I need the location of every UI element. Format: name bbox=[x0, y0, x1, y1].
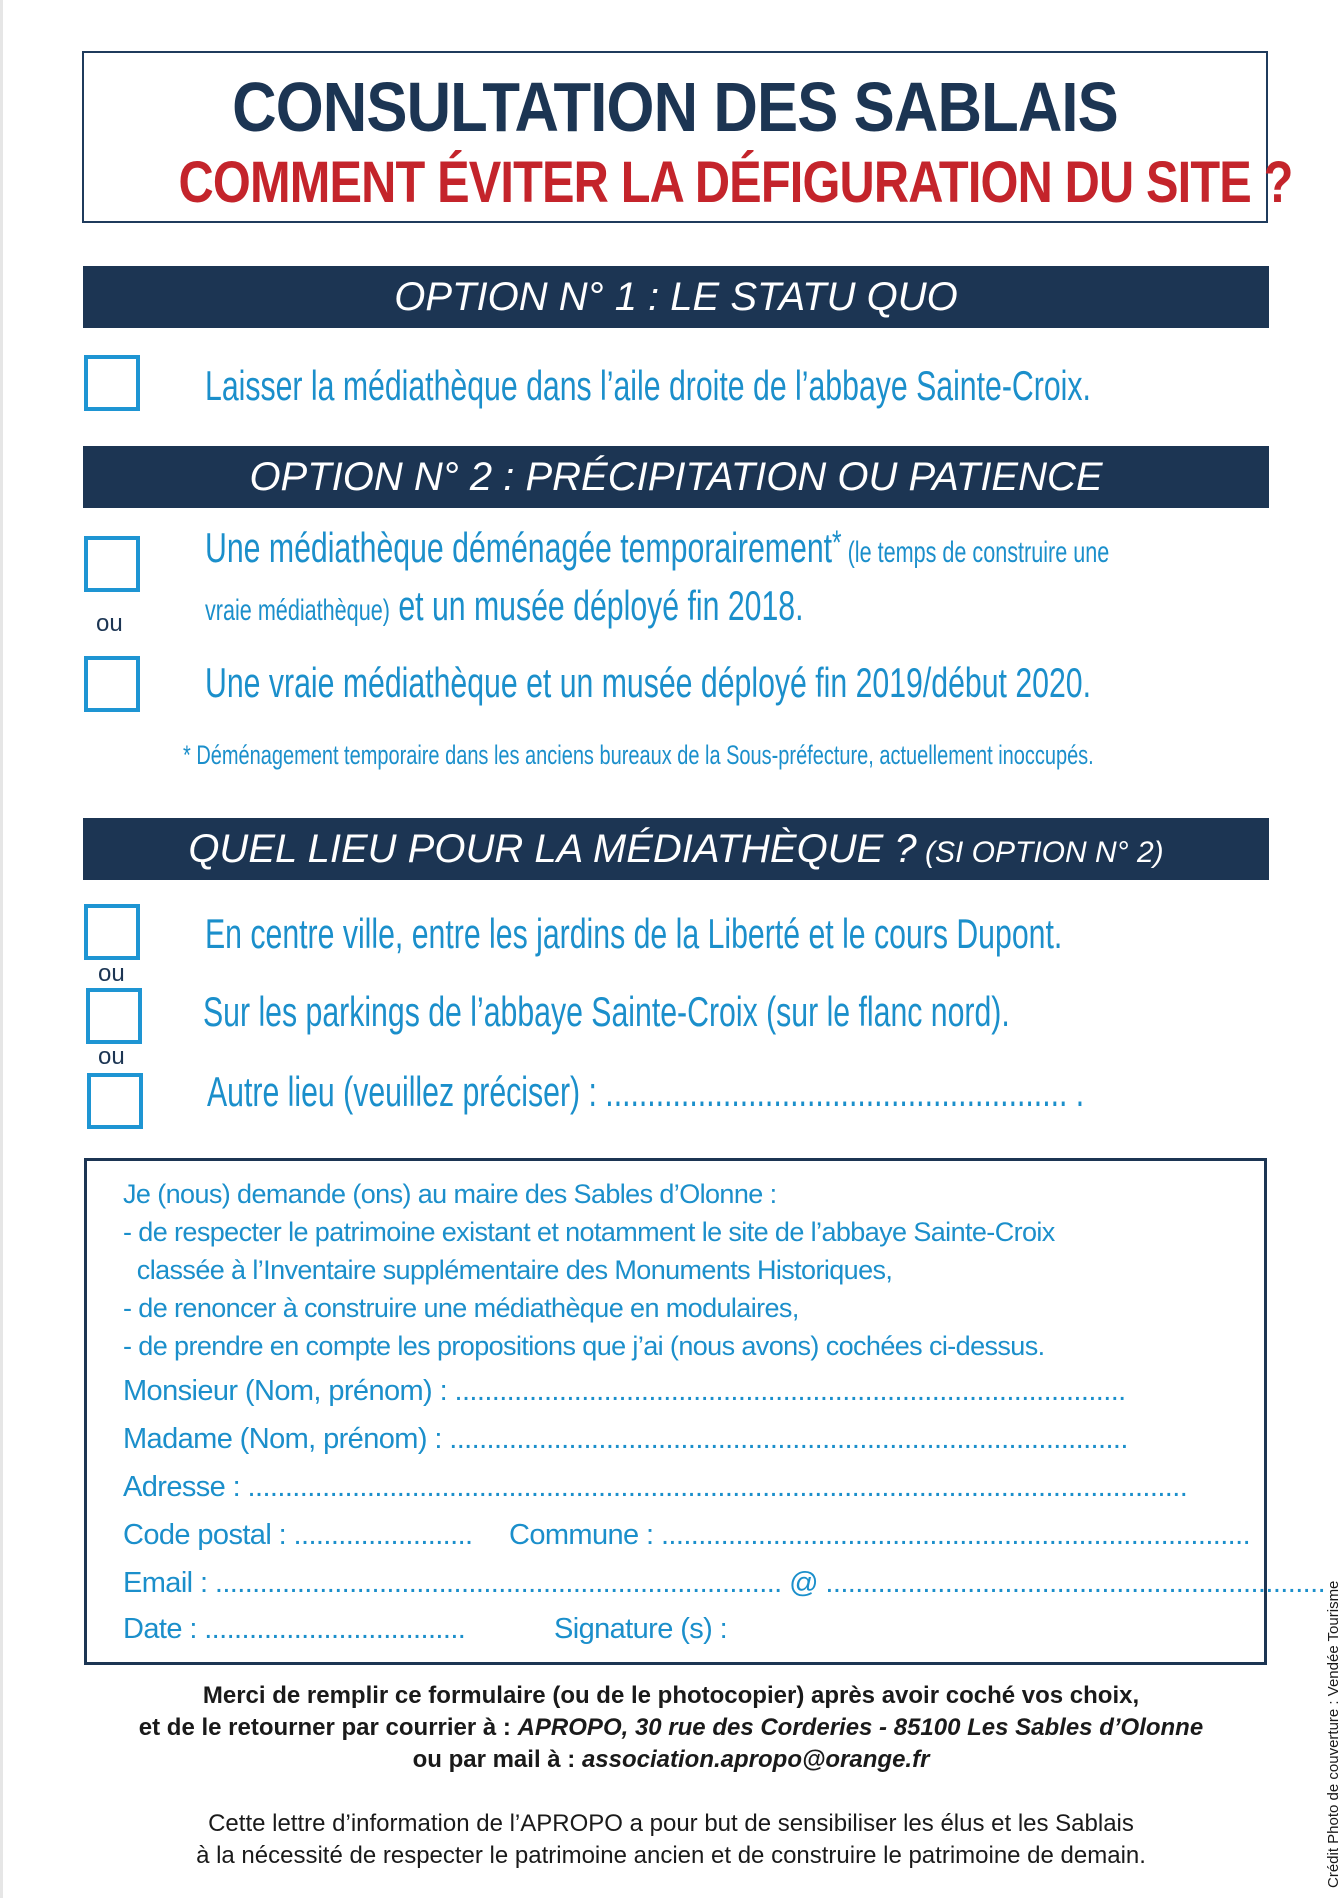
location-heading-small: (SI OPTION N° 2) bbox=[916, 836, 1164, 869]
form-request-3: - de prendre en compte les propositions que j’ai (nous avons) cochées ci-dessus. bbox=[123, 1331, 1045, 1361]
date-field[interactable]: Date : ................................... bbox=[123, 1613, 466, 1645]
location-choice2-label: Sur les parkings de l’abbaye Sainte-Croix (sur le flanc nord). bbox=[203, 988, 1010, 1035]
or-label: ou bbox=[98, 960, 125, 987]
option1-heading: OPTION N° 1 : LE STATU QUO bbox=[83, 266, 1269, 328]
at-sign: @ bbox=[789, 1567, 818, 1599]
email-local-part: Email : ............................................................................ bbox=[123, 1567, 782, 1599]
postal-address: APROPO, 30 rue des Corderies - 85100 Les Sables d’Olonne bbox=[517, 1714, 1204, 1741]
address-field[interactable]: Adresse : .............................................................................................................................. bbox=[123, 1471, 1188, 1503]
location-choice2-checkbox[interactable] bbox=[86, 988, 142, 1044]
footer-about-1: Cette lettre d’information de l’APROPO a pour but de sensibiliser les élus et les Sablais bbox=[208, 1810, 1134, 1837]
location-choice3-checkbox[interactable] bbox=[87, 1073, 143, 1129]
title-box bbox=[82, 51, 1293, 223]
option2-choice2-label: Une vraie médiathèque et un musée déployé fin 2019/début 2020. bbox=[205, 659, 1092, 706]
page-title: CONSULTATION DES SABLAIS bbox=[232, 68, 1118, 146]
location-choice3-label: Autre lieu (veuillez préciser) : ....................................................... . bbox=[207, 1068, 1085, 1115]
form-request-1a: - de respecter le patrimoine existant et notamment le site de l’abbaye Sainte-Croix bbox=[123, 1217, 1055, 1247]
footer-instruction-1: Merci de remplir ce formulaire (ou de le photocopier) après avoir coché vos choix, bbox=[202, 1682, 1140, 1709]
footer-mail-prefix: et de le retourner par courrier à : bbox=[138, 1714, 518, 1741]
location-choice1-checkbox[interactable] bbox=[84, 904, 140, 960]
option1-label: Laisser la médiathèque dans l’aile droite de l’abbaye Sainte-Croix. bbox=[205, 362, 1091, 409]
form-request-1b: classée à l’Inventaire supplémentaire des Monuments Historiques, bbox=[123, 1255, 893, 1285]
madame-field[interactable]: Madame (Nom, prénom) : ........................................................................................... bbox=[123, 1423, 1128, 1455]
form-intro: Je (nous) demande (ons) au maire des Sables d’Olonne : bbox=[123, 1179, 777, 1209]
monsieur-field[interactable]: Monsieur (Nom, prénom) : .......................................................................................... bbox=[123, 1375, 1126, 1407]
option1-checkbox[interactable] bbox=[84, 355, 140, 411]
form-request-2: - de renoncer à construire une médiathèque en modulaires, bbox=[123, 1293, 799, 1323]
commune-field[interactable]: Commune : ............................................................................... bbox=[509, 1519, 1251, 1551]
asterisk-mark: * bbox=[832, 524, 842, 562]
footer-instruction-2 bbox=[0, 1714, 1342, 1742]
location-choice1-label: En centre ville, entre les jardins de la Liberté et le cours Dupont. bbox=[205, 910, 1063, 957]
option2-choice1-paren-b: vraie médiathèque) bbox=[205, 594, 390, 627]
option2-footnote: * Déménagement temporaire dans les anciens bureaux de la Sous-préfecture, actuellement inoccupés. bbox=[183, 740, 1094, 770]
option2-choice1-line2 bbox=[205, 582, 803, 630]
option2-choice1-tail: et un musée déployé fin 2018. bbox=[389, 582, 804, 629]
option2-heading: OPTION N° 2 : PRÉCIPITATION OU PATIENCE bbox=[83, 446, 1269, 508]
or-label: ou bbox=[98, 1043, 125, 1070]
location-heading-main: QUEL LIEU POUR LA MÉDIATHÈQUE ? bbox=[188, 827, 917, 871]
footer-email-prefix: ou par mail à : bbox=[412, 1746, 582, 1773]
option2-choice1-line1 bbox=[205, 524, 1109, 572]
email-domain-part: ................................................................... bbox=[825, 1567, 1326, 1599]
contact-email-link[interactable]: association.apropo@orange.fr bbox=[581, 1746, 930, 1773]
option2-choice1-paren-a: (le temps de construire une bbox=[841, 536, 1110, 569]
footer-instruction-3 bbox=[0, 1746, 1342, 1774]
or-label: ou bbox=[96, 610, 123, 637]
request-form bbox=[84, 1158, 1326, 1665]
email-field[interactable] bbox=[123, 1567, 1325, 1600]
page-edge bbox=[0, 0, 3, 1898]
footer-about-2: à la nécessité de respecter le patrimoine ancien et de construire le patrimoine de demain. bbox=[196, 1842, 1146, 1869]
option2-choice1-checkbox[interactable] bbox=[84, 536, 140, 592]
option2-choice2-checkbox[interactable] bbox=[84, 656, 140, 712]
photo-credit: Crédit Photo de couverture : Vendée Tourisme bbox=[1325, 1580, 1342, 1888]
option2-choice1-main: Une médiathèque déménagée temporairement bbox=[205, 524, 833, 571]
location-heading bbox=[83, 818, 1269, 880]
page-subtitle: COMMENT ÉVITER LA DÉFIGURATION DU SITE ? bbox=[178, 150, 1293, 215]
signature-field[interactable]: Signature (s) : bbox=[554, 1613, 728, 1645]
postal-code-field[interactable]: Code postal : ........................ bbox=[123, 1519, 473, 1551]
